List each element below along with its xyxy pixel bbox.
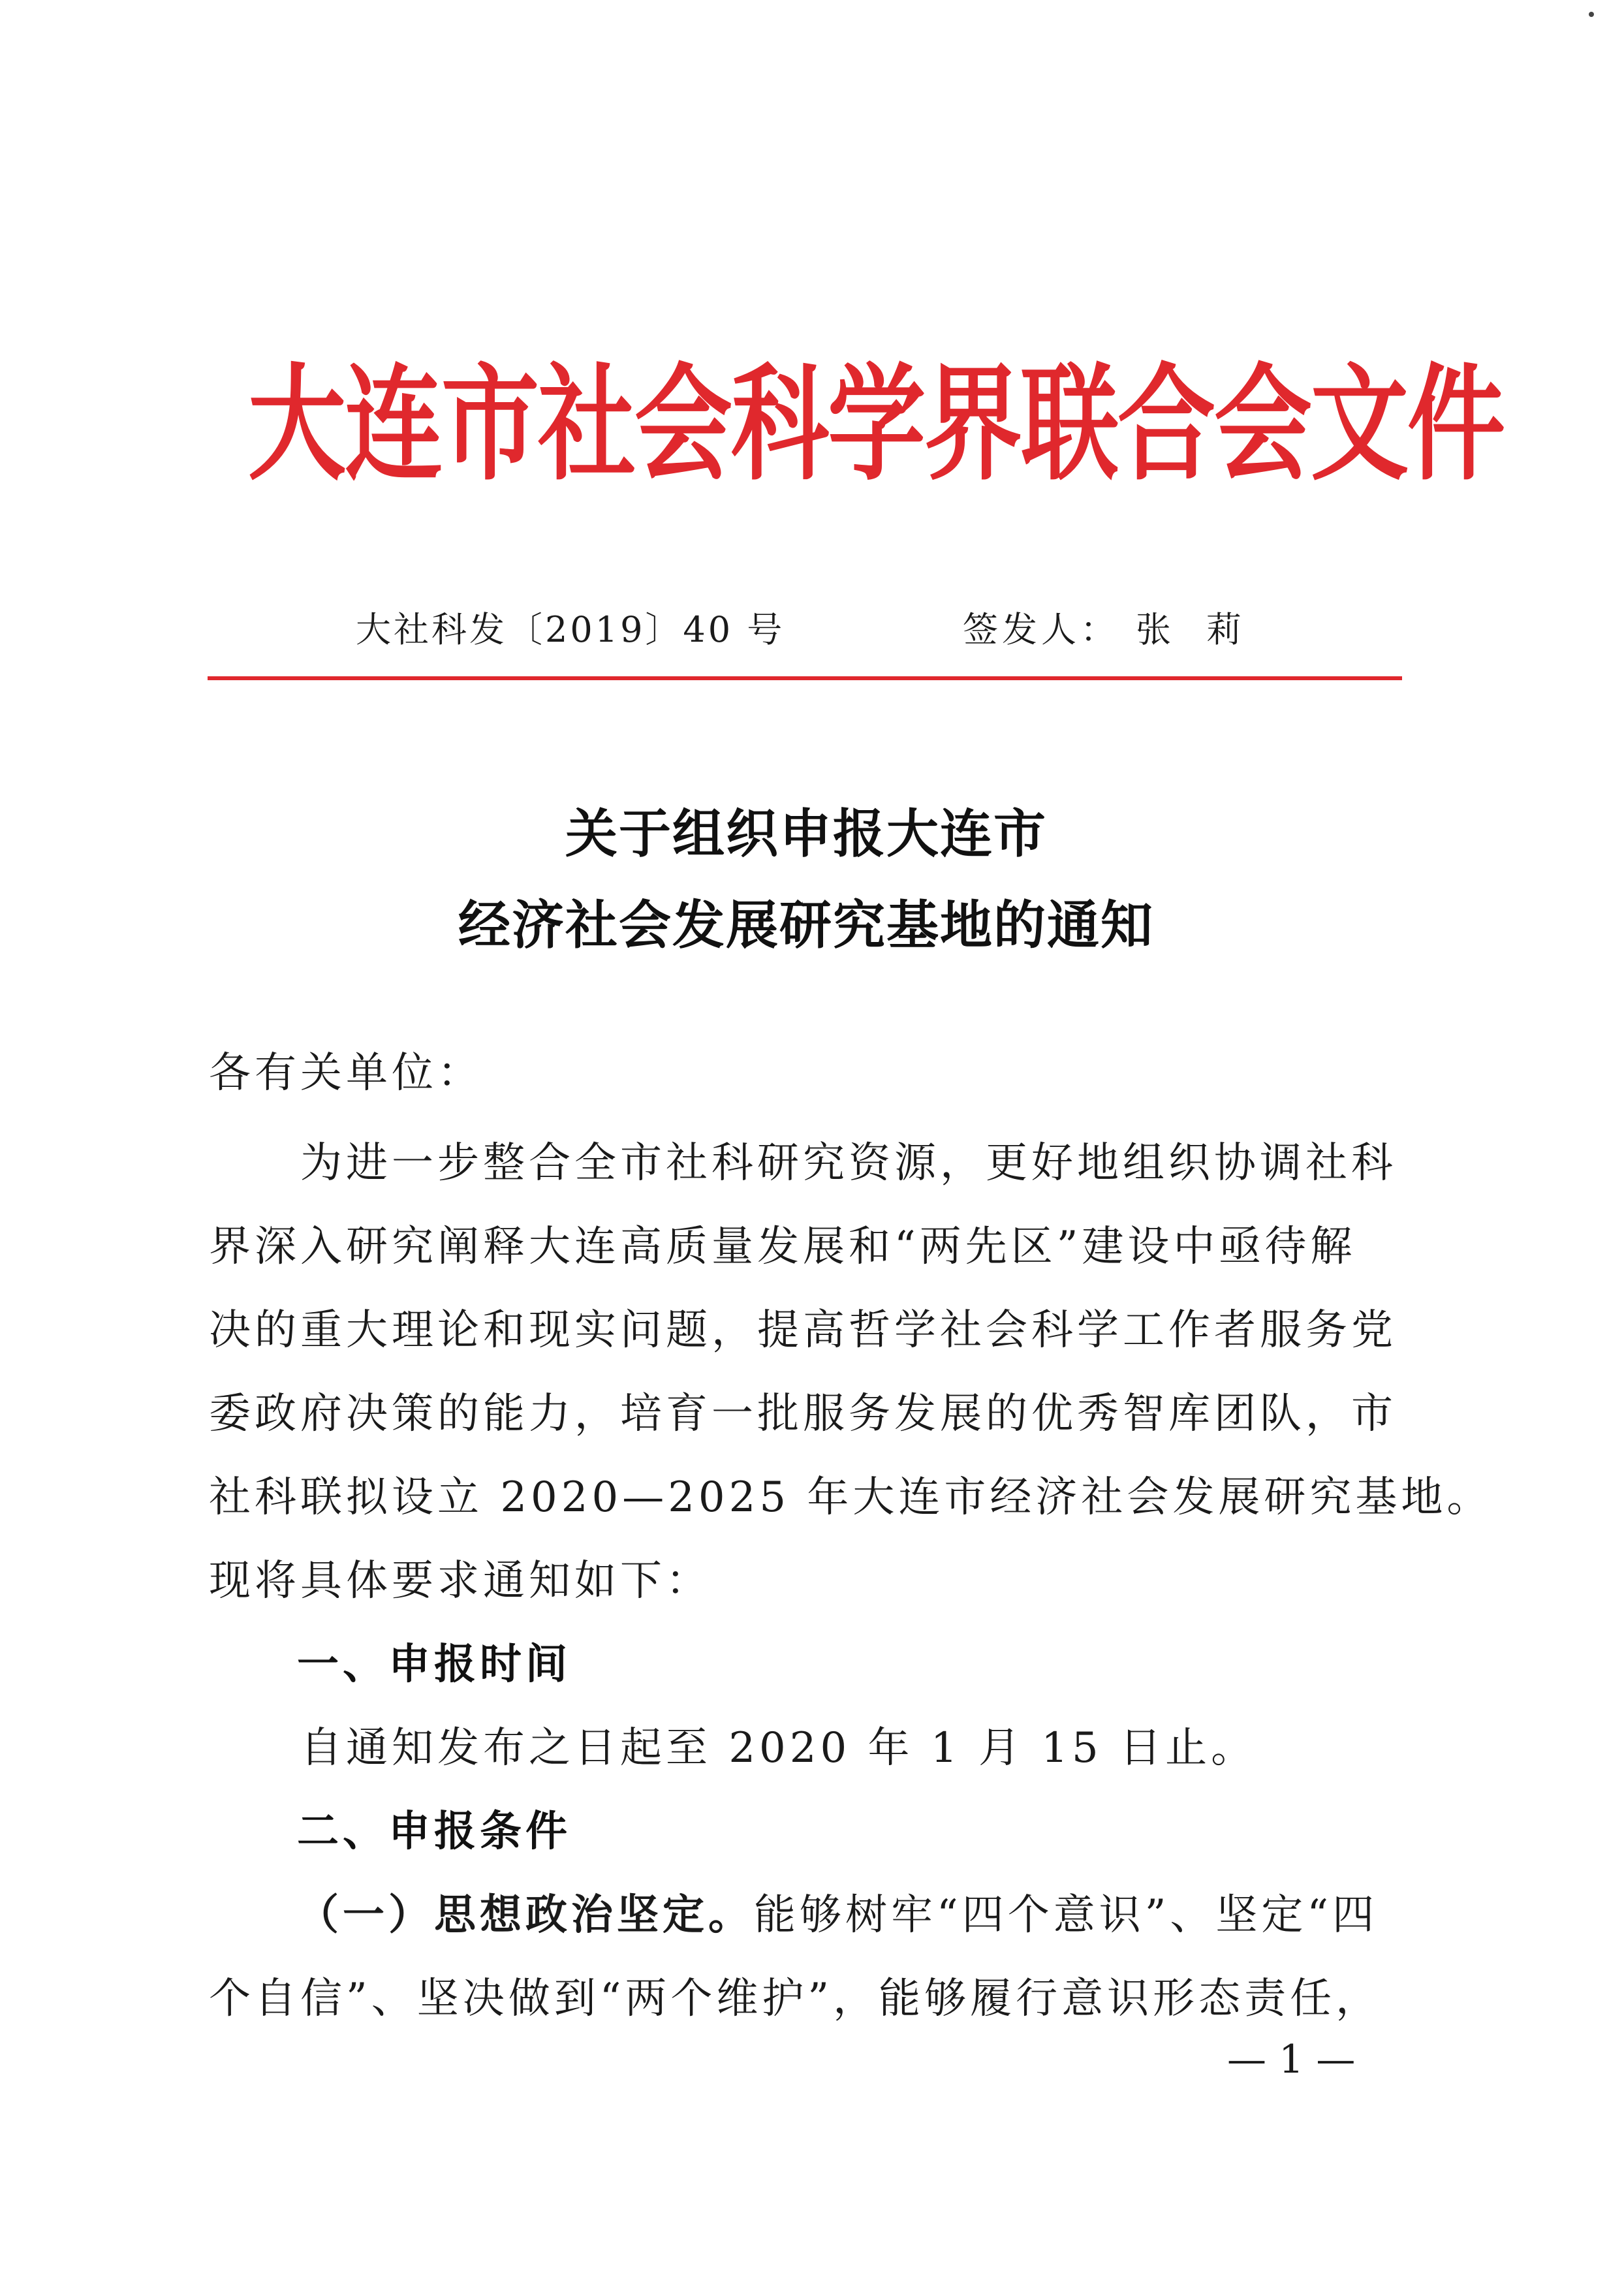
paragraph-line: 决的重大理论和现实问题，提高哲学社会科学工作者服务党 — [209, 1306, 1397, 1355]
section-heading-application-conditions: 二、申报条件 — [297, 1807, 571, 1856]
document-number: 大社科发〔2019〕40 号 — [356, 609, 785, 650]
application-time-text: 自通知发布之日起至 2020 年 1 月 15 日止。 — [209, 1724, 1257, 1772]
salutation: 各有关单位： — [209, 1049, 483, 1097]
condition-item-label: （一）思想政治坚定。 — [297, 1890, 754, 1939]
paragraph-line: 为进一步整合全市社科研究资源，更好地组织协调社科 — [209, 1139, 1397, 1187]
condition-item-text: 能够树牢“四个意识”、坚定“四 — [754, 1891, 1379, 1939]
condition-item-line-2: 个自信”、坚决做到“两个维护”，能够履行意识形态责任， — [209, 1975, 1382, 2023]
section-heading-application-time: 一、申报时间 — [297, 1640, 571, 1689]
paragraph-line: 委政府决策的能力，培育一批服务发展的优秀智库团队，市 — [209, 1390, 1397, 1438]
condition-item-line-1 — [209, 1874, 1403, 1957]
paragraph-line: 现将具体要求通知如下： — [209, 1557, 711, 1605]
document-masthead: 大连市社会科学界联合会文件 — [248, 351, 1505, 498]
scan-mark — [1589, 12, 1594, 17]
paragraph-line: 界深入研究阐释大连高质量发展和“两先区”建设中亟待解 — [209, 1223, 1356, 1271]
signer-label: 签发人： — [963, 609, 1119, 650]
masthead-divider — [208, 676, 1402, 680]
signer-name: 张 莉 — [1136, 609, 1241, 650]
notice-title-line-2: 经济社会发展研究基地的通知 — [458, 894, 1154, 956]
notice-title-line-1: 关于组织申报大连市 — [565, 803, 1047, 864]
paragraph-line: 社科联拟设立 2020—2025 年大连市经济社会发展研究基地。 — [209, 1473, 1493, 1522]
page-number: — 1 — — [1227, 2037, 1356, 2082]
